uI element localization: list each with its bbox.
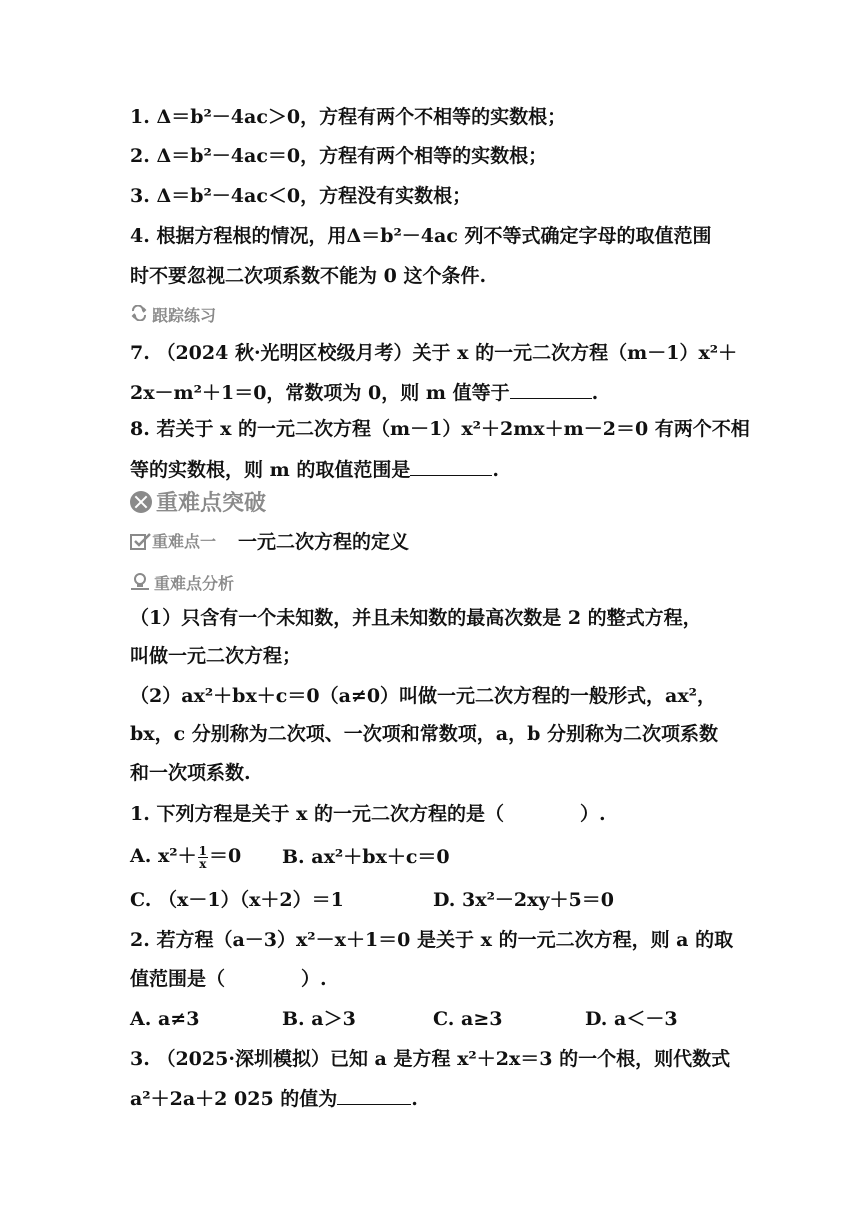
key-point-label: 重难点一 (152, 532, 217, 551)
analysis-line-5: 和一次项系数. (130, 762, 251, 784)
analysis-line-1: （1）只含有一个未知数，并且未知数的最高次数是 2 的整式方程， (130, 607, 702, 629)
p3-answer-blank[interactable] (337, 1084, 411, 1105)
rule-4: 4. 根据方程根的情况，用Δ＝b²－4ac 列不等式确定字母的取值范围 (130, 225, 712, 247)
fraction: $\frac{1}{x}$ (198, 843, 207, 871)
practice-badge (130, 303, 216, 326)
section-header (130, 486, 266, 517)
q7-answer-blank[interactable] (510, 378, 592, 399)
q8-line-2: 等的实数根，则 m 的取值范围是 . (130, 455, 499, 484)
q8-line-1: 8. 若关于 x 的一元二次方程（m－1）x²＋2mx＋m－2＝0 有两个不相 (130, 418, 750, 440)
checkbox-icon (130, 532, 152, 550)
analysis-line-2: 叫做一元二次方程； (130, 645, 302, 667)
section-icon (130, 491, 152, 513)
p1-option-c: C. （x－1）（x＋2）＝1 (130, 889, 344, 911)
p1-option-d: D. 3x²－2xy＋5＝0 (433, 889, 614, 911)
key-point-header (130, 527, 409, 554)
p1-stem: 1. 下列方程是关于 x 的一元二次方程的是（ ）. (130, 803, 606, 825)
rule-3: 3. Δ＝b²－4ac＜0，方程没有实数根； (130, 185, 472, 207)
practice-label: 跟踪练习 (152, 306, 217, 325)
analysis-line-4: bx，c 分别称为二次项、一次项和常数项，a，b 分别称为二次项系数 (130, 723, 719, 745)
p2-option-c: C. a≥3 (433, 1008, 503, 1030)
repeat-icon (130, 305, 148, 325)
analysis-label: 重难点分析 (154, 574, 235, 593)
key-point-title: 一元二次方程的定义 (238, 531, 410, 553)
p3-stem-1: 3. （2025·深圳模拟）已知 a 是方程 x²＋2x＝3 的一个根，则代数式 (130, 1048, 731, 1070)
rule-2: 2. Δ＝b²－4ac＝0，方程有两个相等的实数根； (130, 145, 548, 167)
p1-option-a: A. x²＋ $\frac{1}{x}$ ＝0 (130, 843, 242, 871)
q7-line-2-text: 2x－m²＋1＝0，常数项为 0，则 m 值等于 (130, 382, 510, 404)
p2-stem-2: 值范围是（ ）. (130, 968, 327, 990)
rule-4-cont: 时不要忽视二次项系数不能为 0 这个条件. (130, 265, 487, 287)
p2-option-b: B. a＞3 (282, 1008, 356, 1030)
lightbulb-icon (130, 572, 150, 594)
q7-line-2: 2x－m²＋1＝0，常数项为 0，则 m 值等于 . (130, 378, 598, 407)
p2-option-d: D. a＜－3 (585, 1008, 678, 1030)
p2-option-a: A. a≠3 (130, 1008, 200, 1030)
section-title: 重难点突破 (156, 491, 267, 516)
p1-option-b: B. ax²＋bx＋c＝0 (282, 846, 450, 868)
analysis-line-3: （2）ax²＋bx＋c＝0（a≠0）叫做一元二次方程的一般形式，ax²， (130, 685, 716, 707)
q8-answer-blank[interactable] (410, 455, 492, 476)
q7-line-1: 7. （2024 秋·光明区校级月考）关于 x 的一元二次方程（m－1）x²＋ (130, 342, 738, 364)
p2-stem-1: 2. 若方程（a－3）x²－x＋1＝0 是关于 x 的一元二次方程，则 a 的取 (130, 929, 734, 951)
rule-1: 1. Δ＝b²－4ac＞0，方程有两个不相等的实数根； (130, 106, 567, 128)
p3-stem-2: a²＋2a＋2 025 的值为 . (130, 1084, 418, 1113)
analysis-badge (130, 571, 234, 594)
q8-line-2-text: 等的实数根，则 m 的取值范围是 (130, 459, 411, 481)
